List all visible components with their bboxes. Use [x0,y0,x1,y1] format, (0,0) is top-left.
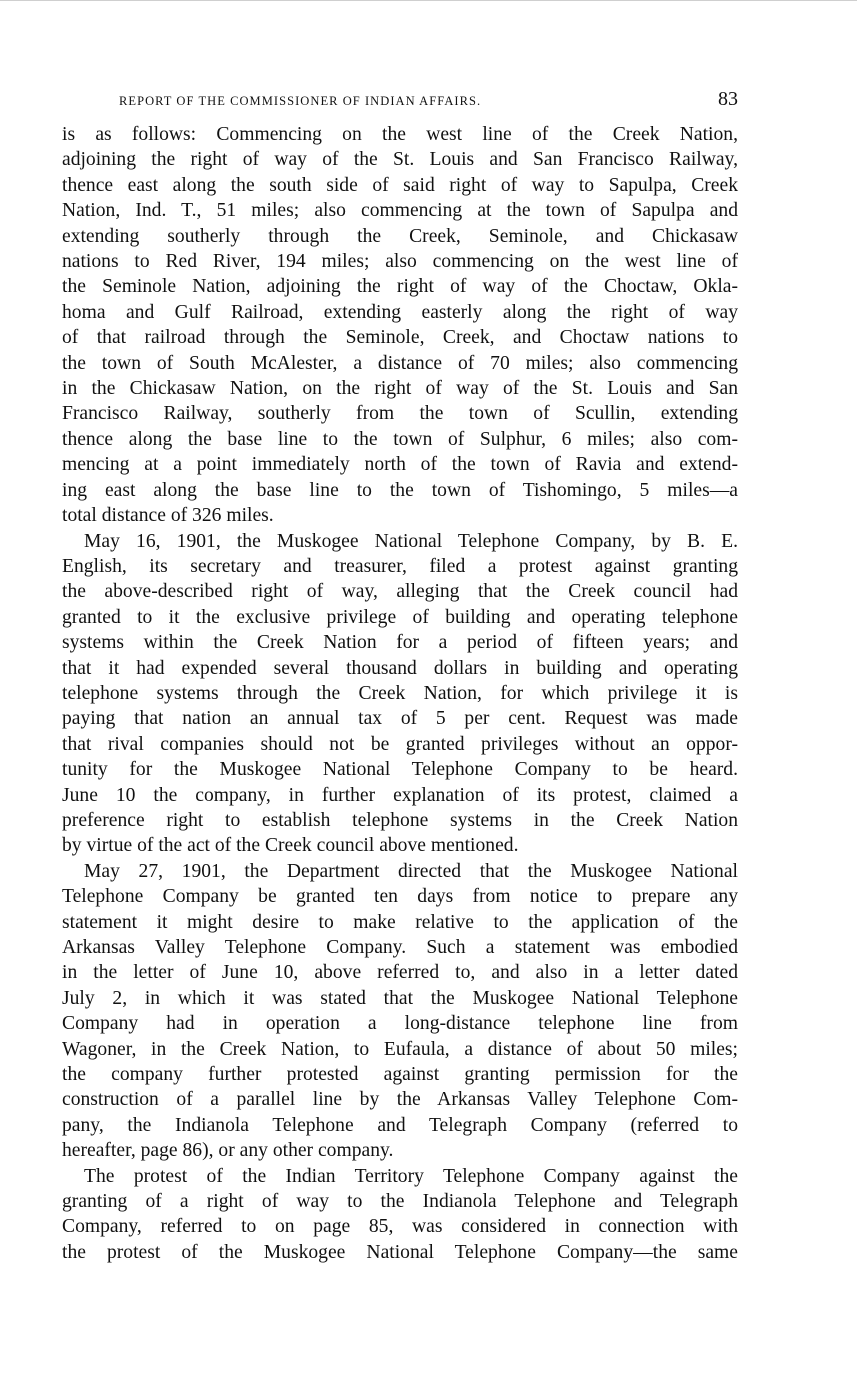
text-line: thence along the base line to the town of Sulphur, 6 miles; also com- [62,428,738,450]
text-line: pany, the Indianola Telephone and Telegraph Company (referred to [62,1114,738,1136]
text-line: in the letter of June 10, above referred to, and also in a letter dated [62,962,738,984]
text-line: construction of a parallel line by the Arkansas Valley Telephone Com- [62,1089,738,1111]
text-line: the Seminole Nation, adjoining the right of way of the Choctaw, Okla- [62,276,738,298]
text-line: hereafter, page 86), or any other company. [62,1140,394,1162]
text-line: the above-described right of way, alleging that the Creek council had [62,581,738,603]
paragraph-may-27-directive [62,859,738,1164]
text-line: nations to Red River, 194 miles; also commencing on the west line of [62,251,738,273]
text-line: Company, referred to on page 85, was considered in connection with [62,1216,738,1238]
text-line: total distance of 326 miles. [62,505,274,527]
paragraph-indian-territory-protest [62,1164,738,1266]
body-text [62,122,738,1265]
text-line: of that railroad through the Seminole, Creek, and Choctaw nations to [62,327,738,349]
text-line: English, its secretary and treasurer, filed a protest against granting [62,555,738,577]
text-line: paying that nation an annual tax of 5 per cent. Request was made [62,708,738,730]
text-line: by virtue of the act of the Creek council above mentioned. [62,835,519,857]
text-line: the company further protested against granting permission for the [62,1064,738,1086]
text-line: Wagoner, in the Creek Nation, to Eufaula, a distance of about 50 miles; [62,1038,738,1060]
text-line: that rival companies should not be granted privileges without an oppor- [62,733,738,755]
text-line: Arkansas Valley Telephone Company. Such a statement was embodied [62,937,738,958]
text-line: ing east along the base line to the town of Tishomingo, 5 miles—a [62,479,738,501]
running-head-title: REPORT OF THE COMMISSIONER OF INDIAN AFFAIRS. [119,94,482,108]
text-line: the town of South McAlester, a distance of 70 miles; also commencing [62,352,738,374]
text-line: adjoining the right of way of the St. Louis and San Francisco Railway, [62,149,738,171]
text-line: is as follows: Commencing on the west line of the Creek Nation, [62,124,738,145]
paragraph-may-16-protest [62,529,738,859]
text-line: May 16, 1901, the Muskogee National Telephone Company, by B. E. [84,530,738,552]
text-line: telephone systems through the Creek Nation, for which privilege it is [62,682,738,704]
text-line: mencing at a point immediately north of the town of Ravia and extend- [62,454,738,476]
text-line: extending southerly through the Creek, Seminole, and Chickasaw [62,225,738,247]
text-line: systems within the Creek Nation for a period of fifteen years; and [62,632,738,654]
text-line: in the Chickasaw Nation, on the right of way of the St. Louis and San [62,378,738,400]
page-number: 83 [718,88,738,110]
paragraph-continued [62,122,738,529]
text-line: tunity for the Muskogee National Telephone Company to be heard. [62,759,738,781]
text-line: granted to it the exclusive privilege of building and operating telephone [62,606,738,628]
scan-top-border [0,0,857,1]
text-line: June 10 the company, in further explanation of its protest, claimed a [62,784,738,806]
text-line: preference right to establish telephone systems in the Creek Nation [62,809,738,831]
text-line: thence east along the south side of said right of way to Sapulpa, Creek [62,174,738,196]
text-line: Nation, Ind. T., 51 miles; also commencing at the town of Sapulpa and [62,200,738,222]
text-line: that it had expended several thousand dollars in building and operating [62,657,738,679]
text-line: homa and Gulf Railroad, extending easterly along the right of way [62,301,738,323]
text-line: Company had in operation a long-distance telephone line from [62,1013,738,1035]
text-line: July 2, in which it was stated that the Muskogee National Telephone [62,987,738,1009]
running-head [119,88,738,114]
text-line: statement it might desire to make relative to the application of the [62,911,738,933]
text-line: Francisco Railway, southerly from the town of Scullin, extending [62,403,738,425]
text-line: May 27, 1901, the Department directed that the Muskogee National [84,860,738,882]
text-line: The protest of the Indian Territory Telephone Company against the [84,1165,738,1187]
text-line: the protest of the Muskogee National Telephone Company—the same [62,1241,738,1263]
text-line: Telephone Company be granted ten days from notice to prepare any [62,886,738,908]
text-line: granting of a right of way to the Indianola Telephone and Telegraph [62,1191,738,1213]
